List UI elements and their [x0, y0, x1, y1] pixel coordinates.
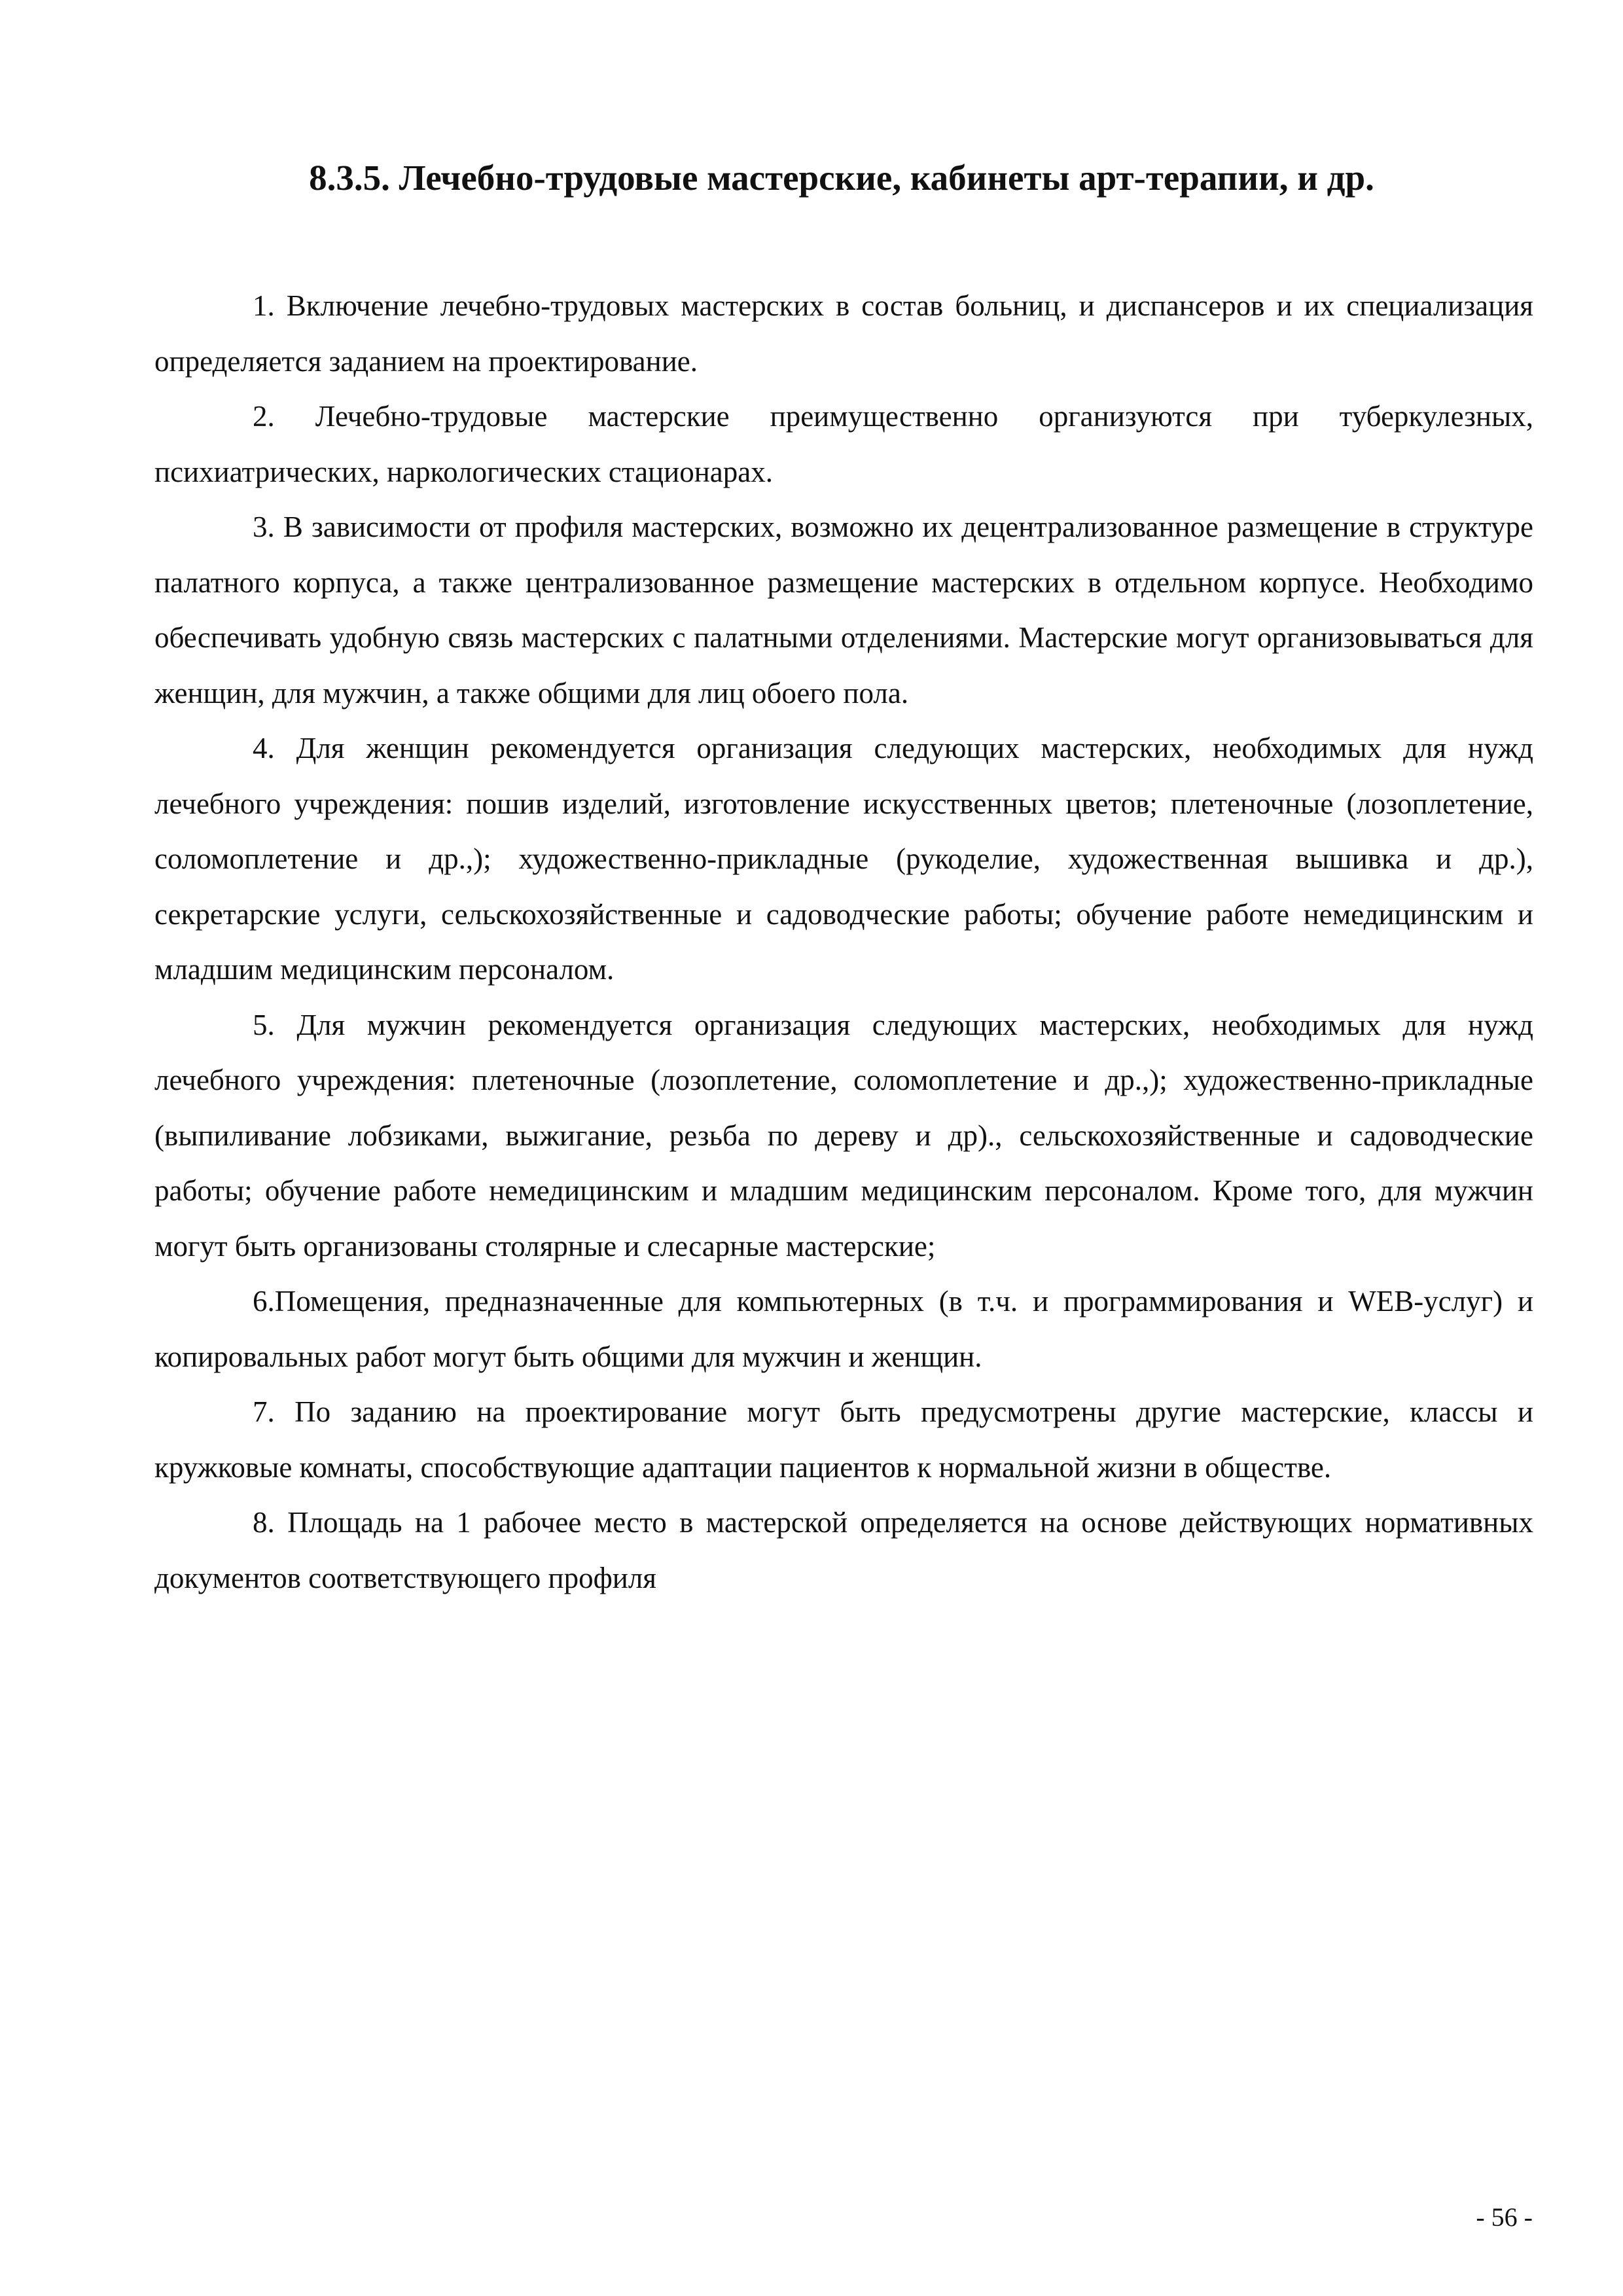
paragraph-4: 4. Для женщин рекомендуется организация следующих мастерских, необходимых для нужд лечебного учреждения: пошив изделий, изготовление искусственных цветов; плетеночные (лозоплетение, соломоплетение и др.,); художественно-прикладные (рукоделие, художественная вышивка и др.), секретарские услуги, сельскохозяйственные и садоводческие работы; обучение работе немедицинским и младшим медицинским персоналом.: [154, 732, 1533, 986]
section-heading: 8.3.5. Лечебно-трудовые мастерские, кабинеты арт-терапии, и др.: [309, 158, 1374, 198]
paragraph-7: 7. По заданию на проектирование могут быть предусмотрены другие мастерские, классы и кружковые комнаты, способствующие адаптации пациентов к нормальной жизни в обществе.: [154, 1395, 1533, 1484]
paragraph-1: 1. Включение лечебно-трудовых мастерских в состав больниц, и диспансеров и их специализация определяется заданием на проектирование.: [154, 289, 1533, 378]
page-number: - 56 -: [1476, 2202, 1533, 2232]
paragraph-6: 6.Помещения, предназначенные для компьютерных (в т.ч. и программирования и WEB-услуг) и копировальных работ могут быть общими для мужчин и женщин.: [154, 1285, 1533, 1373]
paragraph-2: 2. Лечебно-трудовые мастерские преимущественно организуются при туберкулезных, психиатрических, наркологических стационарах.: [154, 400, 1533, 488]
paragraph-5: 5. Для мужчин рекомендуется организация следующих мастерских, необходимых для нужд лечебного учреждения: плетеночные (лозоплетение, соломоплетение и др.,); художественно-прикладные (выпиливание лобзиками, выжигание, резьба по дереву и др)., сельскохозяйственные и садоводческие работы; обучение работе немедицинским и младшим медицинским персоналом. Кроме того, для мужчин могут быть организованы столярные и слесарные мастерские;: [154, 1008, 1533, 1263]
document-body: [154, 278, 1533, 1605]
paragraph-3: 3. В зависимости от профиля мастерских, возможно их децентрализованное размещение в структуре палатного корпуса, а также централизованное размещение мастерских в отдельном корпусе. Необходимо обеспечивать удобную связь мастерских с палатными отделениями. Мастерские могут организовываться для женщин, для мужчин, а также общими для лиц обоего пола.: [154, 511, 1533, 709]
paragraph-8: 8. Площадь на 1 рабочее место в мастерской определяется на основе действующих нормативных документов соответствующего профиля: [154, 1506, 1533, 1594]
